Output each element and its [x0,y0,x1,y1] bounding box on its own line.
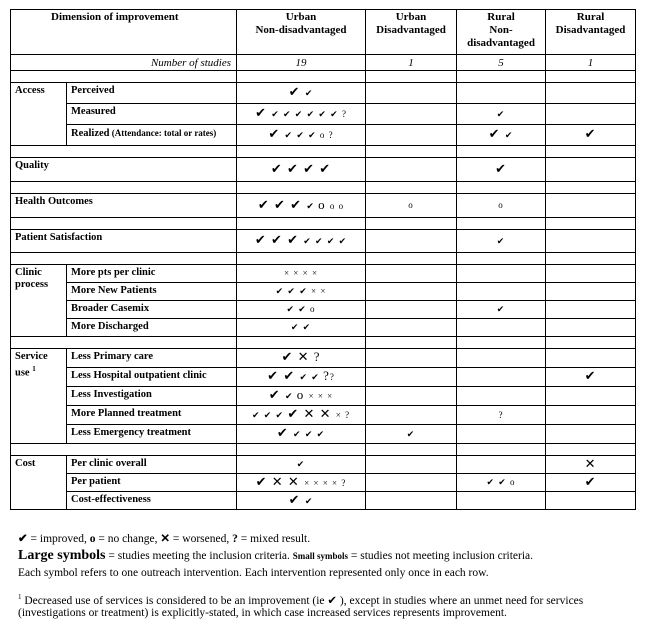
result-symbols: ✔ [304,495,314,506]
row-label: More Discharged [67,319,237,337]
symbol-cell [546,456,636,474]
table-row [11,230,636,253]
legend-symbols: ✔ = improved, o = no change, ✕ = worsened, ? = mixed result. [18,533,311,545]
table-row [11,265,636,283]
header-row [11,10,636,55]
symbol-cell [546,474,636,492]
row-label: More New Patients [67,283,237,301]
spacer-row [11,444,636,456]
result-symbols: ✔ ✔ ✔ × × [275,286,327,296]
row-label: Perceived [67,83,237,104]
symbol-cell [546,319,636,337]
symbol-cell [457,125,546,146]
category-cost: Cost [11,456,67,510]
symbol-cell [237,492,366,510]
table-row [11,194,636,218]
symbol-cell [366,230,457,253]
result-symbols: ✔ [288,491,305,507]
symbol-cell [546,492,636,510]
symbol-cell [546,387,636,406]
symbol-cell [237,125,366,146]
result-symbols: ✔ ✕ ? [281,349,321,364]
urban-nondisadvantaged-header: Urban Non-disadvantaged [237,10,366,55]
result-symbols: × × × [308,391,334,401]
symbol-cell [457,456,546,474]
symbol-cell [546,425,636,444]
result-symbols: ✕ [584,455,597,471]
symbol-cell [546,194,636,218]
result-symbols: ✔ ✔ ✔ o ? [284,130,334,140]
result-symbols: ✔ [284,391,297,401]
symbol-cell [366,387,457,406]
symbol-cell [457,230,546,253]
symbol-cell [546,349,636,368]
table-row [11,368,636,387]
symbol-cell [457,301,546,319]
table-row [11,319,636,337]
symbol-cell [546,83,636,104]
footnote-continued: (investigations or treatment) is explicitly-stated, in which case increased services represents improvement. [18,607,507,619]
row-label: Less Primary care [67,349,237,368]
cross-icon: ✕ [160,533,171,545]
row-label: Broader Casemix [67,301,237,319]
symbol-cell [457,319,546,337]
result-symbols: × ? [335,410,351,420]
symbol-cell [237,104,366,125]
result-symbols: ✔ [288,84,305,99]
result-symbols: ✔ [296,459,306,469]
category-health-outcomes: Health Outcomes [11,194,237,218]
result-symbols: ✔ ✔ [299,372,324,382]
result-symbols: ✔ [496,235,506,246]
studies-count: 1 [366,55,457,71]
result-symbols: ✔ ✔ ✔ [257,196,307,212]
symbol-cell [457,349,546,368]
table-row [11,158,636,182]
row-label: Less Emergency treatment [67,425,237,444]
result-symbols: ✔ ✕ ✕ [255,473,305,489]
symbol-cell [457,104,546,125]
result-symbols: ✔ [306,200,319,211]
symbol-cell [366,265,457,283]
result-symbols: ✔ [276,425,294,440]
symbol-cell [457,83,546,104]
table-row [11,301,636,319]
spacer-row [11,337,636,349]
result-symbols: ✔ [268,126,285,141]
result-symbols: ✔ [495,160,507,176]
dimension-header: Dimension of improvement [11,10,237,55]
symbol-cell [546,406,636,425]
symbol-cell [237,265,366,283]
symbol-cell [366,425,457,444]
studies-count: 5 [457,55,546,71]
circle-icon: o [89,533,96,545]
tick-icon: ✔ [18,533,28,545]
symbol-cell [546,158,636,182]
symbol-cell [366,83,457,104]
symbol-cell [457,425,546,444]
studies-count: 1 [546,55,636,71]
symbol-cell [457,387,546,406]
symbol-cell [457,283,546,301]
symbol-cell [366,349,457,368]
symbol-cell [237,387,366,406]
category-quality: Quality [11,158,237,182]
result-symbols: o [498,200,504,210]
row-label: Less Investigation [67,387,237,406]
symbol-cell [457,158,546,182]
symbol-cell [457,368,546,387]
result-symbols: ✔ [584,473,597,489]
symbol-cell [546,301,636,319]
row-label: More pts per clinic [67,265,237,283]
result-symbols: ✔ [255,105,272,120]
symbol-cell [366,125,457,146]
symbol-cell [546,265,636,283]
table-row [11,387,636,406]
symbol-cell [237,474,366,492]
outcomes-table [10,9,636,510]
symbol-cell [546,104,636,125]
symbol-cell [366,406,457,425]
result-symbols: ✔ ✔ ✔ ✔ ✔ ✔ ? [271,109,347,119]
symbol-cell [366,319,457,337]
symbol-cell [457,265,546,283]
table-row [11,456,636,474]
symbol-cell [546,230,636,253]
result-symbols: ✔ [304,88,314,98]
result-symbols: ✔ [584,126,597,141]
result-symbols: ✔ ✔ o [486,477,516,487]
result-symbols: ✔ [268,387,285,402]
spacer-row [11,253,636,265]
symbol-cell [237,158,366,182]
result-symbols: ✔ [488,126,505,141]
symbol-cell [366,456,457,474]
symbol-cell [546,368,636,387]
category-service-use: Service use $^1$ [11,349,67,444]
result-symbols: ? [498,409,504,420]
symbol-cell [237,283,366,301]
result-symbols: ✔ ✔ o [286,304,316,314]
symbol-cell [366,158,457,182]
result-symbols: o [296,387,309,402]
rural-disadvantaged-header: Rural Disadvantaged [546,10,636,55]
result-symbols: ✔ ✔ ✔ ✔ [303,236,348,246]
result-symbols: ✔ [496,304,506,314]
row-label: More Planned treatment [67,406,237,425]
legend-symbol-sizes: Large symbols = studies meeting the inclusion criteria. Small symbols = studies not meeting inclusion criteria. [18,548,534,563]
result-symbols: ✔ [496,108,506,119]
table-row [11,283,636,301]
symbol-cell [457,194,546,218]
table-row [11,425,636,444]
category-patient-satisfaction: Patient Satisfaction [11,230,237,253]
symbol-cell [237,368,366,387]
table-row [11,349,636,368]
table-row [11,406,636,425]
symbol-cell [237,319,366,337]
row-label: Per patient [67,474,237,492]
spacer-row [11,71,636,83]
symbol-cell [366,474,457,492]
spacer-row [11,218,636,230]
row-label: Cost-effectiveness [67,492,237,510]
result-symbols: ? [323,368,330,383]
symbol-cell [237,349,366,368]
symbol-cell [366,283,457,301]
studies-count: 19 [237,55,366,71]
category-clinic-process: Clinic process [11,265,67,337]
symbol-cell [237,83,366,104]
result-symbols: ✔ ✔ ✔ ✔ [270,160,332,176]
symbol-cell [366,492,457,510]
result-symbols: ✔ [504,130,514,140]
symbol-cell [237,425,366,444]
footnote: $^1$ Decreased use of services is considered to be an improvement (ie ✔ ), except in studies where an unmet need for services [18,593,584,607]
number-of-studies-label: Number of studies [11,55,237,71]
spacer-row [11,146,636,158]
result-symbols: ✔ ✔ ✔ [293,429,326,439]
result-symbols: ✔ ✔ ✔ [254,232,304,247]
row-label: Less Hospital outpatient clinic [67,368,237,387]
symbol-cell [366,301,457,319]
urban-disadvantaged-header: Urban Disadvantaged [366,10,457,55]
symbol-cell [366,368,457,387]
symbol-cell [237,194,366,218]
row-label: Realized (Attendance: total or rates) [67,125,237,146]
studies-row [11,55,636,71]
result-symbols: ✔ ✕ ✕ [287,406,336,421]
result-symbols: ✔ ✔ [290,322,312,332]
symbol-cell [457,492,546,510]
table-row [11,474,636,492]
result-symbols: ✔ ✔ ✔ [251,410,288,420]
symbol-cell [546,125,636,146]
symbol-cell [546,283,636,301]
result-symbols: o [318,196,330,212]
spacer-row [11,182,636,194]
table-row [11,83,636,104]
row-label: Per clinic overall [67,456,237,474]
symbol-cell [457,406,546,425]
result-symbols: o [408,200,414,210]
category-access: Access [11,83,67,146]
symbol-cell [237,406,366,425]
rural-nondisadvantaged-header: Rural Non- disadvantaged [457,10,546,55]
result-symbols: ✔ ✔ [267,368,300,383]
symbol-cell [237,456,366,474]
row-label: Measured [67,104,237,125]
result-symbols: ✔ [584,368,597,383]
question-icon: ? [232,533,238,545]
result-symbols: × × × × ? [304,477,347,488]
result-symbols: ? [329,372,335,382]
symbol-cell [237,301,366,319]
symbol-cell [457,474,546,492]
result-symbols: o o [329,200,345,211]
result-symbols: ✔ [406,428,416,439]
symbol-cell [366,104,457,125]
table-row [11,492,636,510]
table-row [11,125,636,146]
result-symbols: × × × × [283,268,319,278]
symbol-cell [366,194,457,218]
symbol-cell [237,230,366,253]
table-row [11,104,636,125]
legend-note: Each symbol refers to one outreach intervention. Each intervention represented only once in each row. [18,567,489,579]
